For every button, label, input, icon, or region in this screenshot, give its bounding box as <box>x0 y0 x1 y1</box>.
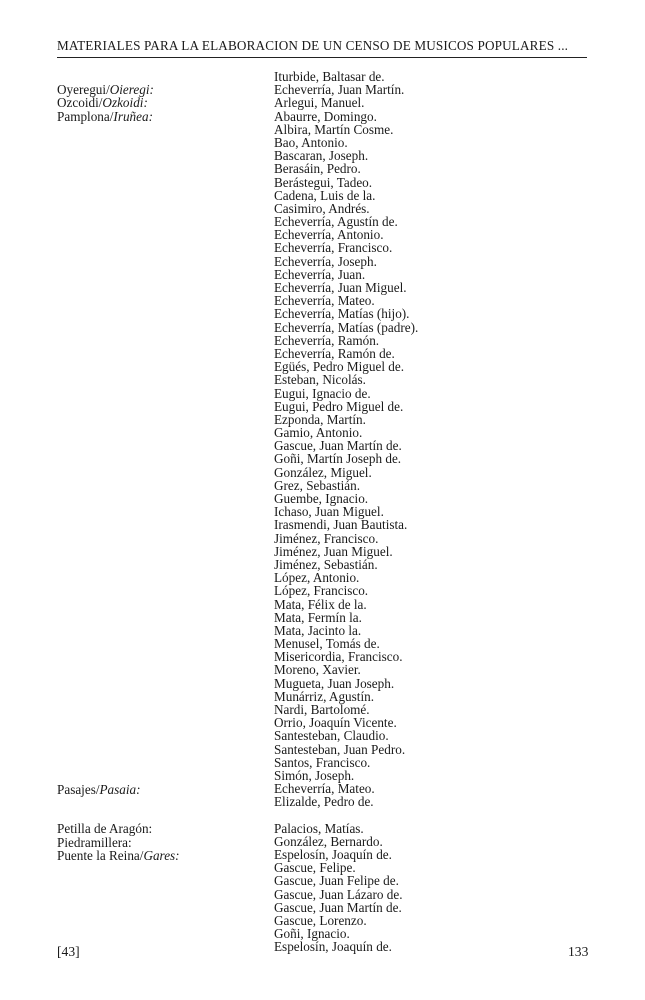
name-entry: Eugui, Pedro Miguel de. <box>274 398 404 414</box>
name-entry: Gascue, Lorenzo. <box>274 913 367 928</box>
name-entry: Simón, Joseph. <box>274 767 355 783</box>
name-entry: Gamio, Antonio. <box>274 425 363 441</box>
page-number: 133 <box>568 944 589 959</box>
name-entry: Albira, Martín Cosme. <box>274 121 394 137</box>
name-entry: Echeverría, Juan Miguel. <box>274 280 407 295</box>
name-entry: Echeverría, Matías (padre). <box>274 319 419 335</box>
place-name: Pamplona/ <box>57 108 114 124</box>
place-label <box>57 783 141 796</box>
name-entry: Jiménez, Sebastián. <box>274 556 378 572</box>
name-entry: Esteban, Nicolás. <box>274 372 366 388</box>
running-title: MATERIALES PARA LA ELABORACION DE UN CENSO DE MUSICOS POPULARES ... <box>57 38 569 53</box>
name-entry: Bascaran, Joseph. <box>274 148 369 164</box>
place-basque-name: Oieregi: <box>109 82 154 98</box>
name-entry: Goñi, Ignacio. <box>274 926 350 942</box>
name-entry: Mugueta, Juan Joseph. <box>274 675 395 691</box>
place-name: Oyeregui/ <box>57 82 110 98</box>
name-entry: Santesteban, Claudio. <box>274 728 389 744</box>
name-entry: Mata, Félix de la. <box>274 596 367 612</box>
name-entry: Elizalde, Pedro de. <box>274 794 374 810</box>
name-entry: Berástegui, Tadeo. <box>274 174 373 190</box>
place-basque-name: Iruñea: <box>113 108 153 124</box>
musician-name-list <box>274 70 418 954</box>
name-entry: Espelosín, Joaquín de. <box>274 847 392 863</box>
place-name: Ozcoidi/ <box>57 95 103 111</box>
name-entry: Munárriz, Agustín. <box>274 688 374 704</box>
name-entry: Irasmendi, Juan Bautista. <box>274 517 408 533</box>
place-basque-name: Gares: <box>143 847 180 863</box>
place-name: Pasajes/ <box>57 781 100 797</box>
blank-line <box>274 809 418 822</box>
place-name: Piedramillera: <box>57 834 132 850</box>
name-entry: Mata, Jacinto la. <box>274 622 362 638</box>
name-entry: Gascue, Juan Felipe de. <box>274 873 399 889</box>
name-entry: Echeverría, Agustín de. <box>274 214 398 230</box>
name-entry: González, Miguel. <box>274 464 372 480</box>
name-entry: Ezponda, Martín. <box>274 411 366 427</box>
place-name: Puente la Reina/ <box>57 847 144 863</box>
name-entry: Espelosín, Joaquín de. <box>274 939 392 955</box>
name-entry: Egüés, Pedro Miguel de. <box>274 359 405 375</box>
name-entry: Echeverría, Juan. <box>274 266 366 282</box>
place-basque-name: Pasaia: <box>99 781 141 797</box>
name-entry: Echeverría, Francisco. <box>274 240 393 256</box>
name-entry: Cadena, Luis de la. <box>274 187 376 203</box>
name-entry: Mata, Fermín la. <box>274 609 362 625</box>
name-entry: Guembe, Ignacio. <box>274 491 369 506</box>
place-label <box>57 849 180 862</box>
name-entry: Orrio, Joaquín Vicente. <box>274 715 397 731</box>
name-entry: Santesteban, Juan Pedro. <box>274 741 406 757</box>
name-entry: Echeverría, Joseph. <box>274 253 377 269</box>
name-entry: Arlegui, Manuel. <box>274 95 365 111</box>
name-entry: Gascue, Juan Martín de. <box>274 438 402 454</box>
place-basque-name: Ozkoidi: <box>102 95 148 111</box>
name-entry: Abaurre, Domingo. <box>274 108 377 124</box>
name-entry: Berasáin, Pedro. <box>274 161 361 177</box>
name-entry: Menusel, Tomás de. <box>274 636 380 652</box>
name-entry: Gascue, Felipe. <box>274 860 356 876</box>
name-entry: Nardi, Bartolomé. <box>274 702 370 717</box>
name-entry: Gascue, Juan Martín de. <box>274 899 402 915</box>
name-entry: González, Bernardo. <box>274 833 383 849</box>
name-entry: Gascue, Juan Lázaro de. <box>274 886 403 902</box>
name-entry: Echeverría, Mateo. <box>274 293 375 309</box>
name-entry: Eugui, Ignacio de. <box>274 385 371 401</box>
name-entry: Grez, Sebastián. <box>274 477 361 493</box>
name-entry: López, Antonio. <box>274 570 360 586</box>
name-entry: Moreno, Xavier. <box>274 662 361 678</box>
name-entry: Misericordia, Francisco. <box>274 649 403 665</box>
name-entry: Iturbide, Baltasar de. <box>274 69 385 84</box>
running-header <box>57 38 587 58</box>
chapter-reference: [43] <box>57 944 80 959</box>
name-entry: López, Francisco. <box>274 583 369 599</box>
name-entry: Casimiro, Andrés. <box>274 200 370 216</box>
name-entry: Echeverría, Ramón de. <box>274 345 395 361</box>
name-entry: Bao, Antonio. <box>274 134 348 150</box>
name-entry: Echeverría, Antonio. <box>274 227 384 243</box>
name-entry: Echeverría, Mateo. <box>274 781 375 797</box>
place-label <box>57 110 153 123</box>
place-name: Petilla de Aragón: <box>57 821 153 837</box>
name-entry: Jiménez, Francisco. <box>274 530 379 546</box>
name-entry: Santos, Francisco. <box>274 754 371 770</box>
name-entry: Goñi, Martín Joseph de. <box>274 451 402 467</box>
name-entry: Echeverría, Ramón. <box>274 332 380 348</box>
name-entry: Echeverría, Matías (hijo). <box>274 306 410 322</box>
name-entry: Ichaso, Juan Miguel. <box>274 504 384 520</box>
name-entry: Palacios, Matías. <box>274 820 364 836</box>
name-entry: Echeverría, Juan Martín. <box>274 82 405 98</box>
name-entry: Jiménez, Juan Miguel. <box>274 543 393 559</box>
